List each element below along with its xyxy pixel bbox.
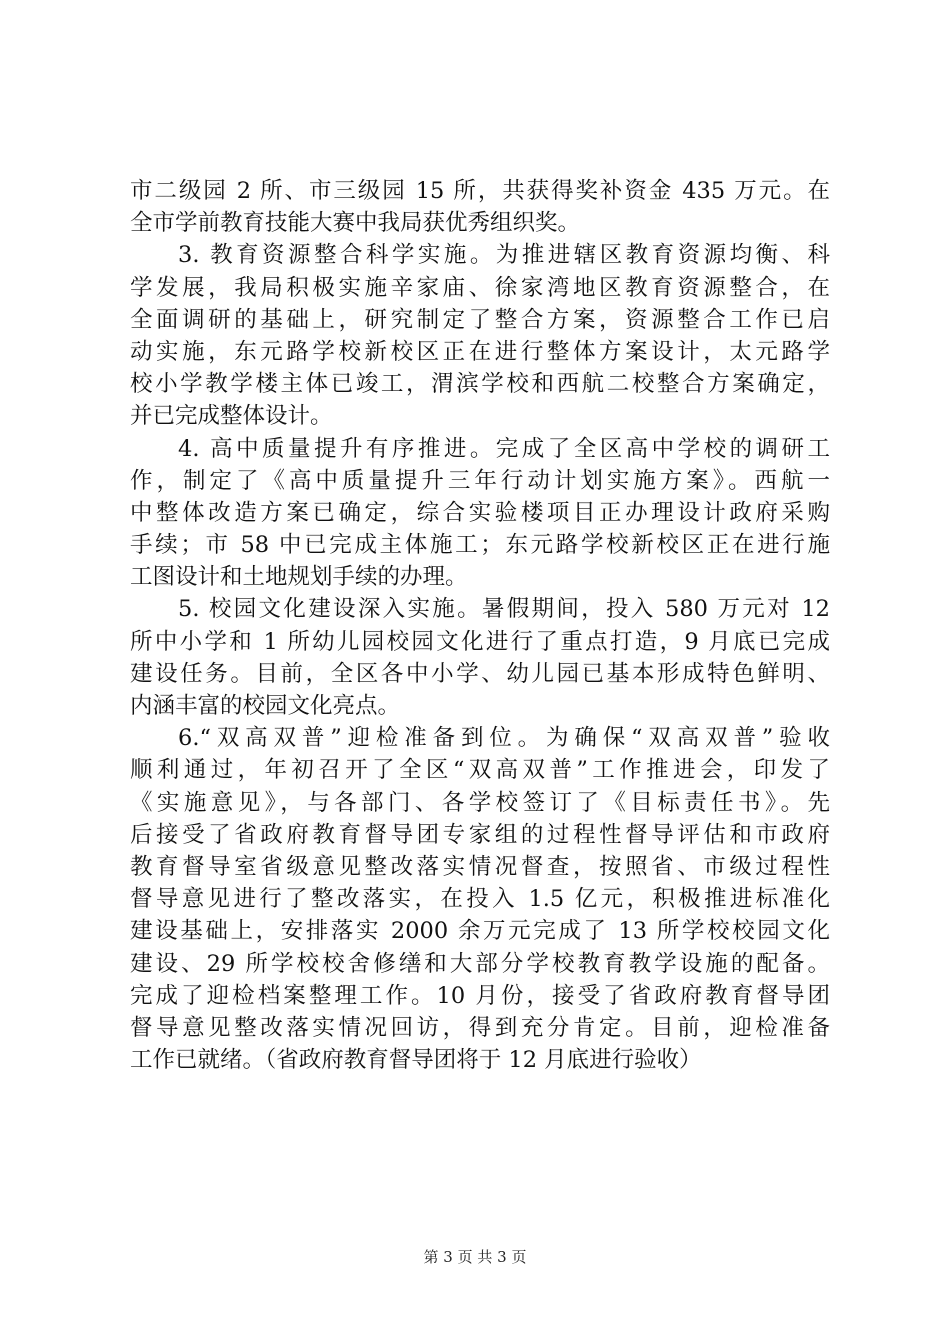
text-line: 并已完成整体设计。 bbox=[130, 403, 333, 430]
text-line: 全面调研的基础上，研究制定了整合方案，资源整合工作已启 bbox=[130, 306, 830, 333]
page-number: 第 3 页 共 3 页 bbox=[423, 1248, 527, 1266]
text-line: 中整体改造方案已确定，综合实验楼项目正办理设计政府采购 bbox=[130, 499, 830, 526]
text-line: 后接受了省政府教育督导团专家组的过程性督导评估和市政府 bbox=[130, 821, 830, 848]
document-body bbox=[130, 175, 830, 1076]
text-line: 完成了迎检档案整理工作。10 月份，接受了省政府教育督导团 bbox=[130, 982, 830, 1009]
text-line: 工作已就绪。（省政府教育督导团将于 12 月底进行验收） bbox=[130, 1047, 702, 1074]
text-line: 动实施，东元路学校新校区正在进行整体方案设计，太元路学 bbox=[130, 338, 830, 365]
text-line: 内涵丰富的校园文化亮点。 bbox=[130, 693, 401, 719]
text-line: 手续；市 58 中已完成主体施工；东元路学校新校区正在进行施 bbox=[130, 532, 830, 559]
text-line: 6.“双高双普”迎检准备到位。为确保“双高双普”验收 bbox=[178, 725, 830, 752]
text-line: 学发展，我局积极实施辛家庙、徐家湾地区教育资源整合，在 bbox=[130, 274, 830, 301]
text-line: 督导意见整改落实情况回访，得到充分肯定。目前，迎检准备 bbox=[130, 1014, 830, 1041]
page-footer bbox=[0, 1247, 950, 1267]
text-line: 所中小学和 1 所幼儿园校园文化进行了重点打造，9 月底已完成 bbox=[130, 628, 830, 655]
text-line: 3. 教育资源整合科学实施。为推进辖区教育资源均衡、科 bbox=[178, 242, 830, 269]
text-line: 作，制定了《高中质量提升三年行动计划实施方案》。西航一 bbox=[130, 467, 830, 494]
text-line: 工图设计和土地规划手续的办理。 bbox=[130, 564, 468, 591]
text-line: 教育督导室省级意见整改落实情况督查，按照省、市级过程性 bbox=[130, 853, 830, 880]
text-line: 市二级园 2 所、市三级园 15 所，共获得奖补资金 435 万元。在 bbox=[130, 178, 830, 204]
text-line: 校小学教学楼主体已竣工，渭滨学校和西航二校整合方案确定， bbox=[130, 371, 830, 398]
text-line: 4. 高中质量提升有序推进。完成了全区高中学校的调研工 bbox=[178, 435, 830, 462]
text-line: 5. 校园文化建设深入实施。暑假期间，投入 580 万元对 12 bbox=[178, 596, 830, 623]
text-line: 督导意见进行了整改落实，在投入 1.5 亿元，积极推进标准化 bbox=[130, 886, 830, 913]
text-line: 建设、29 所学校校舍修缮和大部分学校教育教学设施的配备。 bbox=[130, 950, 830, 977]
text-line: 全市学前教育技能大赛中我局获优秀组织奖。 bbox=[130, 210, 581, 237]
text-line: 《实施意见》，与各部门、各学校签订了《目标责任书》。先 bbox=[130, 789, 830, 816]
text-line: 建设基础上，安排落实 2000 余万元完成了 13 所学校校园文化 bbox=[130, 918, 830, 945]
text-line: 建设任务。目前，全区各中小学、幼儿园已基本形成特色鲜明、 bbox=[130, 660, 830, 687]
text-line: 顺利通过，年初召开了全区“双高双普”工作推进会，印发了 bbox=[130, 757, 830, 784]
